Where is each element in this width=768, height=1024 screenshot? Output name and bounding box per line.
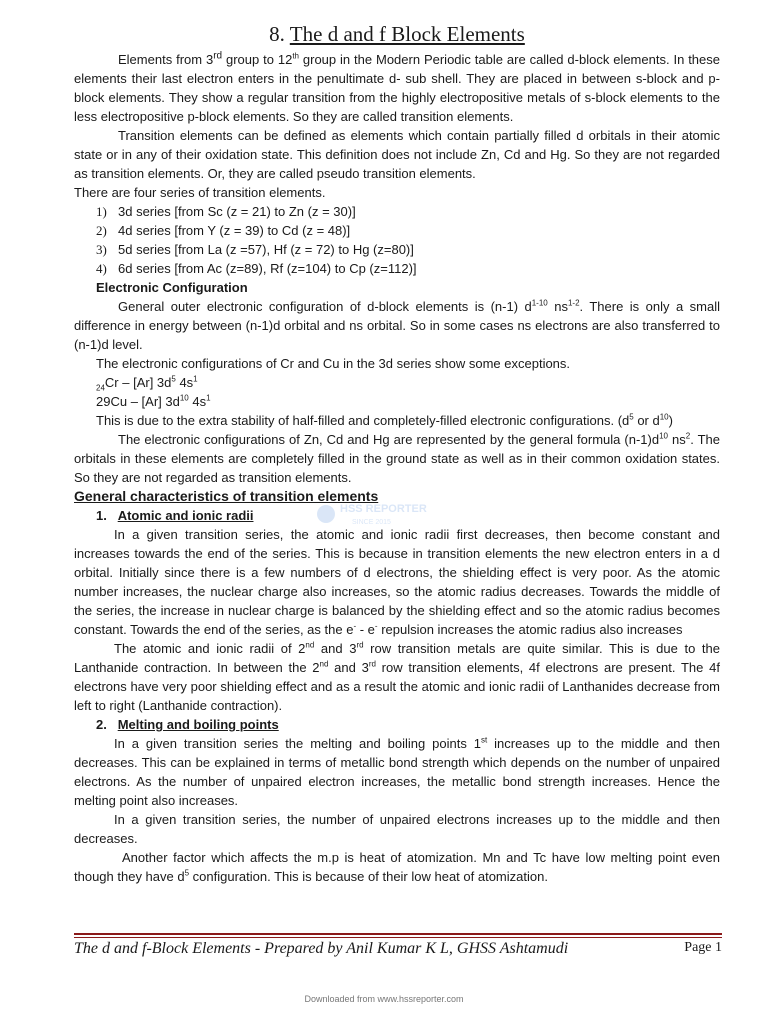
svg-text:HSS REPORTER: HSS REPORTER: [340, 503, 427, 515]
atomic-radii-paragraph-2: The atomic and ionic radii of 2nd and 3rd row transition metals are quite similar. This is due to the Lanthanide contraction. In between the 2nd and 3rd row transition elements, 4f electrons are present. The 4f electrons have very poor shielding effect and as a result the atomic and ionic radii of Lanthanides decrease from left to right (Lanthanide contraction).: [74, 640, 720, 713]
config-paragraph-3: This is due to the extra stability of half-filled and completely-filled electronic configurations. ($d^5$ or $d^{10}$): [96, 412, 673, 428]
config-paragraph-4: The electronic configurations of Zn, Cd and Hg are represented by the general formula $(n-1)d^{10}$ $ns^2$. The orbitals in these elements are completely filled in the ground state as well as in their common oxidation states. So they are not regarded as transition elements.: [74, 431, 720, 485]
intro-paragraph-3: There are four series of transition elements.: [74, 185, 326, 200]
cu-configuration: 29Cu – [Ar] $3d^{10}$ $4s^1$: [96, 393, 211, 409]
section-heading-atomic-radii: 1. Atomic and ionic radii: [96, 508, 254, 523]
config-paragraph-2: The electronic configurations of Cr and Cu in the 3d series show some exceptions.: [96, 356, 571, 371]
series-list: [74, 202, 720, 278]
intro-paragraph-1: Elements from 3rd group to 12th group in the Modern Periodic table are called d-block elements. In these elements their last electron enters in the penultimate d- sub shell. They are placed in between s-block and p-block elements. They show a regular transition from the highly electropositive metals of s-block elements to the less electropositive p-block elements. So they are called transition elements.: [74, 50, 720, 124]
config-paragraph-1: General outer electronic configuration of d-block elements is (n-1) $d^{1-10}$ $ns^{1-2}$. There is only a small difference in energy between (n-1)d orbital and ns orbital. So in some cases ns electrons are also transferred to (n-1)d level.: [74, 298, 720, 352]
svg-text:SINCE 2015: SINCE 2015: [352, 519, 391, 526]
list-item: 3) 5d series [from La (z =57), Hf (z = 72) to Hg (z=80)]: [96, 242, 414, 257]
list-item: 1) 3d series [from Sc (z = 21) to Zn (z = 30)]: [96, 204, 356, 219]
footer-divider-thin: [74, 937, 722, 938]
config-heading: Electronic Configuration: [96, 280, 248, 295]
hss-reporter-watermark: [316, 500, 456, 528]
page-footer: [74, 940, 722, 958]
intro-paragraph-2: Transition elements can be defined as elements which contain partially filled d orbitals in their atomic state or in any of their oxidation state. This definition does not include Zn, Cd and Hg. So they are not regarded as transition elements. Or, they are called pseudo transition elements.: [74, 128, 720, 181]
document-body: [74, 50, 720, 886]
melting-paragraph-1: In a given transition series the melting and boiling points 1st increases up to the middle and then decreases. This can be explained in terms of metallic bond strength which depends on the number of unpaired electrons. As the number of unpaired electron increases, the metallic bond strength increases. Hence the melting point also increases.: [74, 735, 720, 808]
list-item: 4) 6d series [from Ac (z=89), Rf (z=104) to Cp (z=112)]: [96, 261, 417, 276]
cr-configuration: $_{24}$Cr – [Ar] $3d^5$ $4s^1$: [96, 374, 198, 393]
footer-divider: [74, 933, 722, 935]
general-heading: General characteristics of transition elements: [74, 488, 379, 504]
melting-paragraph-2: In a given transition series, the number of unpaired electrons increases up to the middle and then decreases.: [74, 812, 720, 846]
atomic-radii-paragraph-1: In a given transition series, the atomic and ionic radii first decreases, then become constant and increases towards the end of the series. This is because in transition elements the new electron enters in a d orbital. Initially since there is a few numbers of d electrons, the shielding effect is very poor. As the atomic number increases, the nuclear charge also increases, so the atomic radius decreases. Towards the middle of the series, the increase in nuclear charge is balanced by the shielding effect and so the atomic radius becomes constant. Towards the end of the series, as the e- - e- repulsion increases the atomic radius also increases: [74, 527, 720, 637]
download-note: Downloaded from www.hssreporter.com: [304, 994, 464, 1004]
section-heading-melting-points: 2. Melting and boiling points: [96, 717, 279, 732]
title-text: The d and f Block Elements: [289, 22, 525, 46]
page-number: Page 1: [684, 940, 722, 955]
list-item: 2) 4d series [from Y (z = 39) to Cd (z = 48)]: [96, 223, 351, 238]
title-number: 8.: [269, 22, 285, 46]
footer-text: The d and f-Block Elements - Prepared by Anil Kumar K L, GHSS Ashtamudi: [74, 940, 569, 957]
page-title: [74, 22, 720, 47]
melting-paragraph-3: Another factor which affects the m.p is heat of atomization. Mn and Tc have low melting point even though they have $d^5$ configuration. This is because of their low heat of atomization.: [74, 850, 720, 884]
